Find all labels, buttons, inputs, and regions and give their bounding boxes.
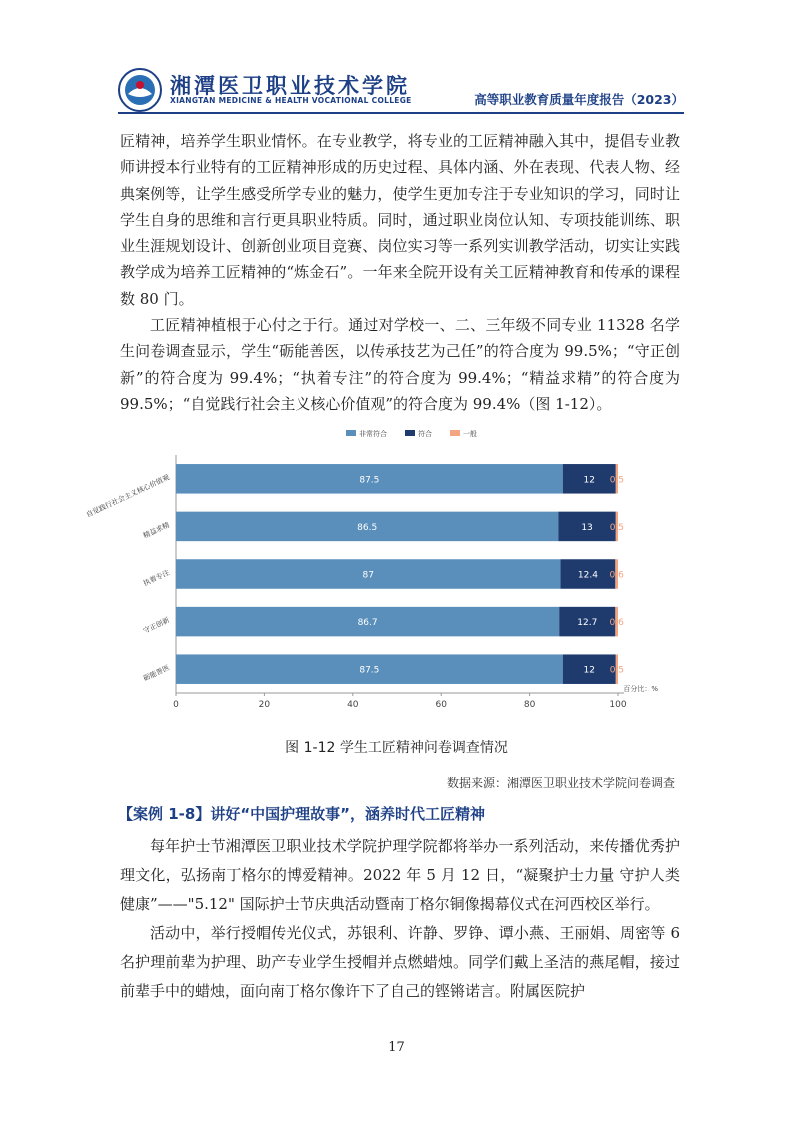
data-label: 86.7 [357,618,378,629]
data-label: 12.4 [577,570,598,581]
school-name-en: XIANGTAN MEDICINE & HEALTH VOCATIONAL COLLEGE [170,96,412,105]
legend-swatch [450,430,460,436]
page-number: 17 [388,1040,405,1055]
chart-svg [84,425,678,725]
unit-note: 百分比：% [623,685,658,693]
legend-swatch [405,430,415,436]
case-paragraph: 活动中，举行授帽传光仪式，苏银利、许静、罗铮、谭小燕、王丽娟、周密等 6 名护理前辈为护理、助产专业学生授帽并点燃蜡烛。同学们戴上圣洁的燕尾帽，接过前辈手中的蜡烛，面向南丁格尔像许下了自己的铿锵诺言。附属医院护 [120,924,680,1000]
category-label: 自觉践行社会主义核心价值观 [84,473,171,520]
data-label: 0.5 [609,522,625,533]
legend-label: 一般 [463,430,477,438]
data-label: 0.5 [609,665,625,676]
data-label: 86.5 [357,522,378,533]
x-tick-label: 40 [347,700,359,710]
legend-label: 非常符合 [359,430,387,438]
data-label: 12.7 [577,618,598,629]
header-divider [118,112,684,114]
college-logo-icon [118,68,162,112]
x-tick-label: 100 [609,700,627,710]
figure-source: 数据来源：湘潭医卫职业技术学院问卷调查 [446,776,675,790]
x-tick-label: 80 [523,700,536,710]
data-label: 12 [583,665,595,676]
category-label: 守正创新 [142,616,171,636]
data-label: 12 [583,475,595,486]
data-label: 87.5 [359,665,380,676]
stacked-bar-chart [84,425,678,725]
case-text [120,832,680,1006]
x-tick-label: 60 [435,700,447,710]
x-tick-label: 20 [258,700,271,710]
figure-caption: 图 1-12 学生工匠精神问卷调查情况 [285,740,508,756]
body-text [120,128,680,417]
data-label: 13 [581,522,593,533]
school-name: 湘潭医卫职业技术学院 [170,73,410,98]
data-label: 0.6 [609,570,624,581]
category-label: 执着专注 [142,568,171,588]
data-label: 87 [362,570,374,581]
case-title: 【案例 1-8】讲好“中国护理故事”，涵养时代工匠精神 [118,805,486,823]
legend-label: 符合 [418,430,432,438]
x-tick-label: 0 [173,700,179,710]
data-label: 0.5 [609,475,625,486]
legend-swatch [346,430,356,436]
data-label: 87.5 [359,475,380,486]
report-title: 高等职业教育质量年度报告（2023） [474,92,684,107]
category-label: 砺能善医 [142,663,171,683]
data-label: 0.6 [609,618,624,629]
case-paragraph: 每年护士节湘潭医卫职业技术学院护理学院都将举办一系列活动，来传播优秀护理文化，弘扬南丁格尔的博爱精神。2022 年 5 月 12 日，“凝聚护士力量 守护人类健康”——"5.12" 国际护士节庆典活动暨南丁格尔铜像揭幕仪式在河西校区举行。 [120,837,680,913]
paragraph: 工匠精神植根于心付之于行。通过对学校一、二、三年级不同专业 11328 名学生问卷调查显示，学生“砺能善医，以传承技艺为己任”的符合度为 99.5%；“守正创新”的符合度为 99.4%；“执着专注”的符合度为 99.4%；“精益求精”的符合度为 99.5%；“自觉践行社会主义核心价值观”的符合度为 99.4%（图 1-12）。 [120,316,680,413]
page-header [104,66,684,118]
paragraph: 匠精神，培养学生职业情怀。在专业教学，将专业的工匠精神融入其中，提倡专业教师讲授本行业特有的工匠精神形成的历史过程、具体内涵、外在表现、代表人物、经典案例等，让学生感受所学专业的魅力，使学生更加专注于专业知识的学习，同时让学生自身的思维和言行更具职业特质。同时，通过职业岗位认知、专项技能训练、职业生涯规划设计、创新创业项目竞赛、岗位实习等一系列实训教学活动，切实让实践教学成为培养工匠精神的“炼金石”。一年来全院开设有关工匠精神教育和传承的课程数 80 门。 [120,132,680,308]
category-label: 精益求精 [142,520,171,541]
